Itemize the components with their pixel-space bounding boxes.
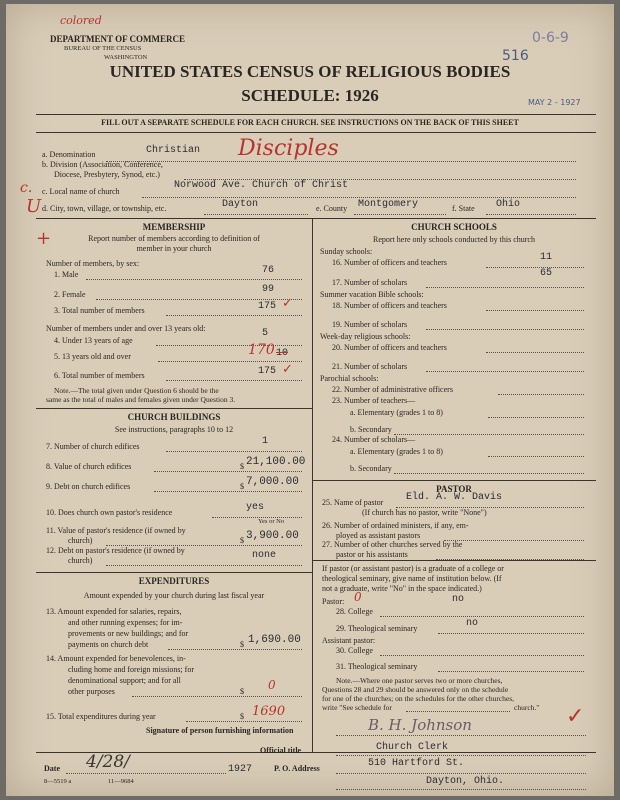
q26-line-2: ployed as assistant pastors (336, 531, 421, 540)
q14-line-2: cluding home and foreign missions; for (68, 665, 194, 674)
q27-line-1: 27. Number of other churches served by the (322, 540, 463, 549)
date-year: 1927 (228, 764, 253, 775)
q15-value: 1690 (252, 704, 286, 719)
q1-value: 76 (262, 265, 275, 276)
q3-label: 3. Total number of members (54, 306, 145, 315)
form-code-2: 11—9684 (108, 778, 134, 785)
weekday-schools-label: Week-day religious schools: (320, 332, 411, 341)
q25-value: Eld. A. W. Davis (406, 492, 503, 503)
q26-line-1: 26. Number of ordained ministers, if any, em- (322, 521, 469, 530)
q3-value: 175 (258, 301, 277, 312)
q2-label: 2. Female (54, 290, 86, 299)
q6-checkmark: ✓ (282, 362, 293, 377)
q25-hint: (If church has no pastor, write "None") (362, 508, 487, 517)
q6-label: 6. Total number of members (54, 371, 145, 380)
q5-label: 5. 13 years old and over (54, 352, 131, 361)
q5-value: 170 (248, 342, 275, 358)
q25-label: 25. Name of pastor (322, 498, 384, 507)
pastor-note-5: church." (514, 703, 540, 712)
q12-label: 12. Debt on pastor's residence (if owned by (46, 546, 185, 555)
county-value: Montgomery (358, 199, 419, 210)
denomination-handwritten: Disciples (238, 136, 339, 161)
q7-value: 1 (262, 436, 269, 447)
address-line-2: Dayton, Ohio. (426, 776, 505, 787)
q30-label: 30. College (336, 646, 373, 655)
q21-label: 21. Number of scholars (332, 362, 408, 371)
q8-value: 21,100.00 (246, 456, 306, 468)
division-label-2: Diocese, Presbytery, Synod, etc.) (54, 170, 160, 179)
form-title: UNITED STATES CENSUS OF RELIGIOUS BODIES (109, 62, 511, 81)
stamp-number: 516 (502, 48, 529, 64)
pastor-note-4: write "See schedule for (322, 703, 392, 712)
pastor-note-1: Note.—Where one pastor serves two or more churches, (336, 676, 503, 685)
corner-code: 0-6-9 (532, 30, 569, 46)
q24b-label: b. Secondary (350, 464, 392, 473)
pastor-note-2: Questions 28 and 29 should be answered only on the schedule (322, 685, 509, 694)
date-label: Date (44, 764, 60, 773)
q29-label: 29. Theological seminary (336, 624, 418, 633)
local-name-value: Norwood Ave. Church of Christ (174, 180, 349, 191)
schools-intro: Report here only schools conducted by this church (373, 235, 535, 244)
q14-line-1: 14. Amount expended for benevolences, in- (46, 654, 186, 663)
members-by-sex: Number of members, by sex: (46, 259, 140, 268)
q17-value: 65 (540, 268, 553, 279)
q24a-label: a. Elementary (grades 1 to 8) (350, 447, 443, 456)
q4-label: 4. Under 13 years of age (54, 336, 133, 345)
q16-value: 11 (540, 252, 553, 263)
membership-intro-2: member in your church (136, 244, 212, 253)
pastor-note-3: for one of the churches; on the schedules for the other churches, (322, 694, 515, 703)
q23-label: 23. Number of teachers— (332, 396, 416, 405)
q1-label: 1. Male (54, 270, 79, 279)
annotation-colored: colored (60, 14, 102, 27)
pastor-red-mark: 0 (354, 590, 362, 604)
signature-checkmark: ✓ (566, 704, 585, 729)
q13-line-4: payments on church debt (68, 640, 149, 649)
q12-value: none (252, 550, 277, 561)
received-date-stamp: MAY 2 - 1927 (528, 98, 581, 107)
q23b-label: b. Secondary (350, 425, 392, 434)
state-label: f. State (452, 204, 475, 213)
membership-note-1: Note.—The total given under Question 6 should be the (54, 386, 219, 395)
graduate-note-3: not a graduate, write "No" in the space indicated.) (322, 584, 482, 593)
local-name-label: c. Local name of church (42, 187, 120, 196)
schedule-instruction: FILL OUT A SEPARATE SCHEDULE FOR EACH CHURCH. SEE INSTRUCTIONS ON THE BACK OF THIS SHEET (101, 118, 519, 127)
q10-label: 10. Does church own pastor's residence (46, 508, 173, 517)
state-value: Ohio (496, 199, 521, 210)
margin-mark-u: U (26, 196, 42, 217)
q8-label: 8. Value of church edifices (46, 462, 132, 471)
margin-mark-c: c. (20, 180, 33, 196)
assistant-pastor-subheading: Assistant pastor: (322, 636, 376, 645)
q5-struck-value: 10 (276, 348, 289, 359)
q2-value: 99 (262, 284, 275, 295)
official-title-value: Church Clerk (376, 742, 449, 753)
q10-hint: Yes or No (258, 518, 285, 525)
bureau-name: BUREAU OF THE CENSUS (64, 45, 142, 52)
q27-line-2: pastor or his assistants (336, 550, 408, 559)
schools-heading: CHURCH SCHOOLS (411, 222, 497, 232)
q14-value: 0 (268, 678, 276, 692)
q11-value: 3,900.00 (246, 530, 299, 542)
q11-label: 11. Value of pastor's residence (if owned by (46, 526, 186, 535)
q17-label: 17. Number of scholars (332, 278, 408, 287)
q9-value: 7,000.00 (246, 476, 299, 488)
q22-label: 22. Number of administrative officers (332, 385, 453, 394)
sunday-schools-label: Sunday schools: (320, 247, 373, 256)
q31-label: 31. Theological seminary (336, 662, 418, 671)
buildings-subheading: See instructions, paragraphs 10 to 12 (114, 425, 234, 434)
q14-line-3: denominational support; and for all (68, 676, 181, 685)
q23a-label: a. Elementary (grades 1 to 8) (350, 408, 443, 417)
parochial-schools-label: Parochial schools: (320, 374, 379, 383)
q10-value: yes (246, 502, 265, 513)
q13-value: 1,690.00 (248, 634, 301, 646)
q28-label: 28. College (336, 607, 373, 616)
q9-label: 9. Debt on church edifices (46, 482, 131, 491)
q15-label: 15. Total expenditures during year (46, 712, 156, 721)
pastor-heading: PASTOR (436, 484, 472, 494)
graduate-note-1: If pastor (or assistant pastor) is a graduate of a college or (322, 564, 504, 573)
q19-label: 19. Number of scholars (332, 320, 408, 329)
buildings-heading: CHURCH BUILDINGS (127, 412, 221, 422)
date-value: 4/28/ (86, 752, 130, 772)
q24-label: 24. Number of scholars— (332, 435, 416, 444)
membership-note-2: same as the total of males and females given under Question 3. (46, 395, 236, 404)
form-code: 8—5519 a (44, 778, 72, 785)
city-label: d. City, town, village, or township, etc. (42, 204, 167, 213)
q12-label-2: church) (68, 556, 93, 565)
address-label: P. O. Address (274, 764, 320, 773)
division-label: b. Division (Association, Conference, (42, 160, 163, 169)
department-name: DEPARTMENT OF COMMERCE (50, 34, 186, 44)
official-title-label: Official title (260, 746, 302, 755)
q20-label: 20. Number of officers and teachers (332, 343, 447, 352)
pastor-subheading: Pastor: (322, 597, 345, 606)
q28-value: no (452, 594, 465, 605)
q18-label: 18. Number of officers and teachers (332, 301, 447, 310)
q11-label-2: church) (68, 536, 93, 545)
census-schedule-sheet: colored DEPARTMENT OF COMMERCE BUREAU OF THE CENSUS WASHINGTON 516 0-6-9 UNITED STATES CENSUS OF RELIGIOUS BODIES SCHEDULE: 1926 MAY 2 - 1927 FILL OUT A SEPARATE SCHEDULE FOR EACH CHURCH. SEE INSTRUCTIONS ON THE BACK OF THIS SHEET a. Denomination Christian Disciples b. Division (Association, Conference, Diocese, Presbytery, Synod, etc.) c. c. Local name of church Norwood Ave. Church of Christ U d. City, town, village, or township, etc. Dayton e. County Montgomery f. State Ohio + MEMBERSHIP Report number of members according to definition of member in your church Number of members, by sex: 1. Male 76 2. Female 99 3. Total number of members 175 ✓ Number of members under and over 13 years old: 4. Under 13 years of age 5 5. 13 years old and over 170 10 6. Total number of members 175 ✓ Note.—The total given under Question 6 should be the same as the total of males and females given under Question 3. CHURCH BUILDINGS See instructions, paragraphs 10 to 12 7. Number of church edifices 1 8. Value of church edifices $ 21,100.00 9. Debt on church edifices $ 7,000.00 10. Does church own pastor's residence yes Yes or No 11. Value of pastor's residence (if owned by church) $ 3,900.00 12. Debt on pastor's residence (if owned by church) none EXPENDITURES Amount expended by your church during last fiscal year 13. Amount expended for salaries, repairs, and other running expenses; for im- provements or new buildings; and for payments on church debt $ 1,690.00 14. Amount expended for benevolences, in- cluding home and foreign missions; for denominational support; and for all other purposes $ 0 15. Total expenditures during year $ 1690 CHURCH SCHOOLS Report here only schools conducted by this church Sunday schools: 16. Number of officers and teachers 11 17. Number of scholars 65 Summer vacation Bible schools: 18. Number of officers and teachers 19. Number of scholars Week-day religious schools: 20. Number of officers and teachers 21. Number of scholars Parochial schools: 22. Number of administrative officers 23. Number of teachers— a. Elementary (grades 1 to 8) b. Secondary 24. Number of scholars— a. Elementary (grades 1 to 8) b. Secondary PASTOR 25. Name of pastor Eld. A. W. Davis (If church has no pastor, write "None") 26. Number of ordained ministers, if any, em- ployed as assistant pastors 27. Number of other churches served by the pastor or his assistants If pastor (or assistant pastor) is a graduate of a college or theological seminary, give name of institution below. (If not a graduate, write "No" in the space indicated.) Pastor: 0 28. College no 29. Theological seminary no Assistant pastor: 30. College 31. Theological seminary Note.—Where one pastor serves two or more churches, Questions 28 and 29 should be answered only on the schedule for one of the churches; on the schedules for the other churches, write "See schedule for church." Signature of person furnishing information B. H. Johnson ✓ Official title Church Clerk Date 4/28/ 1927 P. O. Address 510 Hartford St. Dayton, Ohio. 8—5519 a 11—9684 (6, 4, 614, 796)
q3-checkmark: ✓ (282, 296, 293, 311)
bureau-city: WASHINGTON (104, 54, 148, 61)
membership-heading: MEMBERSHIP (142, 222, 206, 232)
q13-line-3: provements or new buildings; and for (68, 629, 189, 638)
q7-label: 7. Number of church edifices (46, 442, 140, 451)
q16-label: 16. Number of officers and teachers (332, 258, 447, 267)
expenditures-subheading: Amount expended by your church during last fiscal year (83, 591, 265, 600)
q6-value: 175 (258, 366, 277, 377)
membership-intro-1: Report number of members according to definition of (88, 234, 260, 243)
q29-value: no (466, 618, 479, 629)
margin-mark-plus: + (36, 228, 52, 249)
denomination-label: a. Denomination (42, 150, 96, 159)
summer-schools-label: Summer vacation Bible schools: (320, 290, 424, 299)
expenditures-heading: EXPENDITURES (138, 576, 210, 586)
signature-label: Signature of person furnishing information (146, 726, 294, 735)
members-by-age: Number of members under and over 13 years old: (46, 324, 206, 333)
q14-line-4: other purposes (68, 687, 115, 696)
graduate-note-2: theological seminary, give name of institution below. (If (322, 574, 502, 583)
signature-value: B. H. Johnson (368, 716, 472, 734)
schedule-title: SCHEDULE: 1926 (241, 86, 379, 105)
county-label: e. County (316, 204, 348, 213)
q4-value: 5 (262, 328, 269, 339)
city-value: Dayton (222, 199, 259, 210)
denomination-value: Christian (146, 145, 201, 156)
q13-line-2: and other running expenses; for im- (68, 618, 183, 627)
address-line-1: 510 Hartford St. (368, 758, 465, 769)
q13-line-1: 13. Amount expended for salaries, repairs, (46, 607, 182, 616)
